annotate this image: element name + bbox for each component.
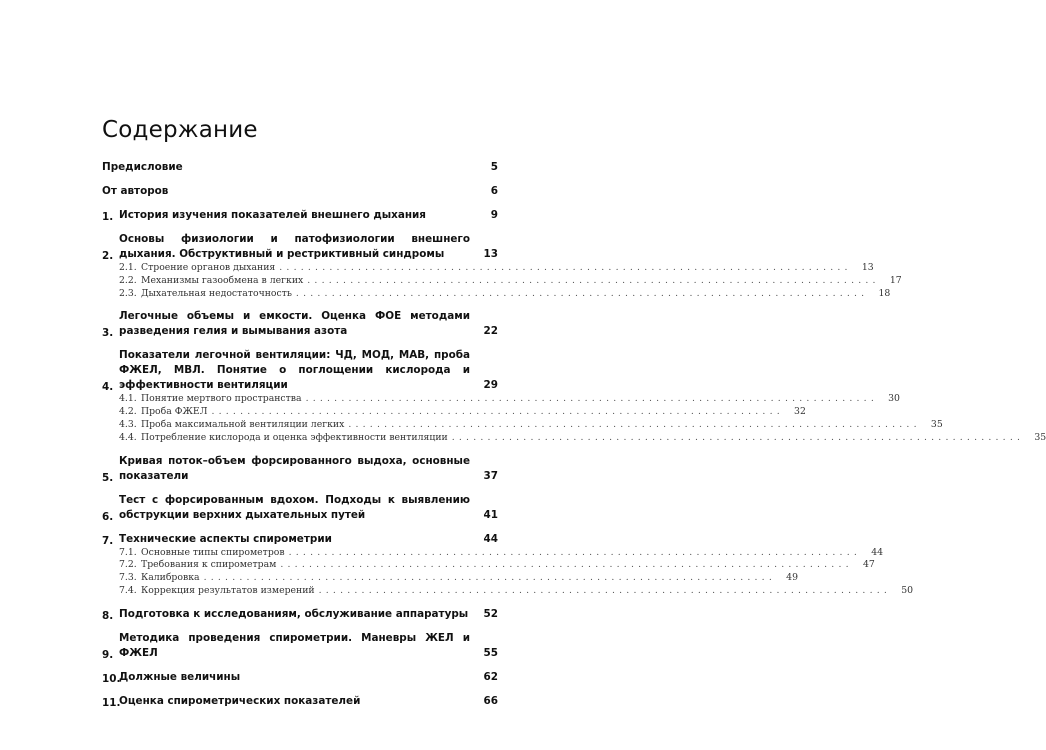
toc-subentry-number: 2.3. bbox=[119, 287, 137, 299]
toc-entry-number: 2. bbox=[102, 250, 114, 262]
dot-leader: ................................................................................ bbox=[307, 274, 880, 286]
toc-subentry[interactable] bbox=[102, 393, 900, 406]
toc-subentry-title: Требования к спирометрам bbox=[141, 559, 277, 571]
toc-entry-row bbox=[102, 160, 498, 175]
toc-subentry[interactable] bbox=[102, 287, 891, 301]
toc-subentry-number: 7.1. bbox=[119, 546, 137, 558]
toc-subentry-title: Строение органов дыхания bbox=[141, 262, 276, 273]
toc-entry[interactable] bbox=[102, 348, 1046, 444]
toc-subentry-title: Механизмы газообмена в легких bbox=[141, 274, 304, 286]
toc-subentry-number: 7.3. bbox=[119, 572, 137, 584]
toc-entry-title: Основы физиологии и патофизиологии внешнего дыхания. Обструктивный и рестриктивный синдромы bbox=[119, 233, 470, 260]
toc-subentry-page: 50 bbox=[901, 584, 914, 596]
dot-leader: ................................................................................ bbox=[288, 546, 862, 558]
toc-entry-page: 9 bbox=[490, 209, 498, 221]
toc-entry-page: 13 bbox=[483, 248, 498, 260]
toc-subentry[interactable] bbox=[102, 572, 798, 585]
toc-entry-number: 9. bbox=[102, 648, 114, 661]
toc-entry-title: Должные величины bbox=[119, 670, 241, 683]
toc-entry-title: Технические аспекты спирометрии bbox=[119, 532, 332, 545]
toc-subentry[interactable] bbox=[102, 418, 943, 432]
toc-entry-page: 37 bbox=[483, 469, 498, 482]
toc-entry-title: Показатели легочной вентиляции: ЧД, МОД, МАВ, проба ФЖЕЛ, МВЛ. Понятие о поглощении кислорода и эффективности вентиляции bbox=[119, 349, 470, 392]
toc-entry-title: От авторов bbox=[102, 185, 169, 197]
toc-entry-page: 66 bbox=[483, 694, 498, 707]
dot-leader: ................................................................................ bbox=[318, 584, 892, 596]
toc-subentry[interactable] bbox=[102, 431, 1046, 445]
toc-entry-row bbox=[102, 532, 498, 547]
toc-subentry[interactable] bbox=[102, 546, 884, 560]
toc-subentry-number: 7.4. bbox=[119, 584, 137, 596]
toc-entry-title: Подготовка к исследованиям, обслуживание аппаратуры bbox=[119, 607, 469, 620]
toc-entry-page: 52 bbox=[483, 607, 498, 620]
toc-subentry[interactable] bbox=[102, 406, 806, 419]
toc-entry-number: 4. bbox=[102, 381, 114, 394]
toc-subentry-number: 4.1. bbox=[119, 393, 137, 405]
table-of-contents bbox=[102, 160, 1046, 709]
toc-subentry-page: 13 bbox=[861, 262, 874, 273]
toc-entry[interactable] bbox=[102, 232, 902, 300]
toc-entry-row bbox=[102, 493, 498, 523]
toc-entry-number: 6. bbox=[102, 510, 114, 523]
toc-entry[interactable] bbox=[102, 160, 498, 175]
toc-entry-number: 5. bbox=[102, 471, 114, 484]
toc-entry[interactable] bbox=[102, 607, 498, 622]
toc-subentry-page: 35 bbox=[930, 418, 943, 430]
toc-entry-page: 6 bbox=[490, 185, 498, 197]
toc-entry-row bbox=[102, 670, 498, 685]
toc-subentry-number: 2.1. bbox=[119, 262, 137, 273]
toc-entry-title: Легочные объемы и емкости. Оценка ФОЕ методами разведения гелия и вымывания азота bbox=[119, 310, 470, 338]
dot-leader: ................................................................................ bbox=[348, 418, 921, 430]
toc-entry[interactable] bbox=[102, 208, 498, 223]
toc-entry-row bbox=[102, 232, 498, 262]
toc-subentry-title: Потребление кислорода и оценка эффективности вентиляции bbox=[141, 431, 448, 443]
toc-subentry-page: 47 bbox=[862, 559, 875, 571]
toc-entry-page: 22 bbox=[483, 325, 498, 338]
toc-entry-number: 1. bbox=[102, 211, 114, 223]
toc-subentry-number: 4.2. bbox=[119, 406, 137, 418]
toc-entry-row bbox=[102, 348, 498, 393]
toc-subentry-title: Проба ФЖЕЛ bbox=[141, 406, 208, 418]
dot-leader: ................................................................................ bbox=[295, 287, 869, 299]
toc-entry-number: 3. bbox=[102, 327, 114, 340]
toc-entry[interactable] bbox=[102, 694, 498, 709]
toc-entry-title: Предисловие bbox=[102, 161, 183, 173]
toc-entry-page: 5 bbox=[490, 161, 498, 173]
toc-entry-row bbox=[102, 631, 498, 661]
toc-entry-row bbox=[102, 694, 498, 709]
toc-entry-row bbox=[102, 184, 498, 199]
toc-subentry-page: 35 bbox=[1034, 431, 1046, 443]
dot-leader: ................................................................................ bbox=[211, 406, 784, 418]
toc-entry[interactable] bbox=[102, 454, 498, 484]
toc-subentry-page: 17 bbox=[889, 274, 902, 286]
toc-entry-title: Методика проведения спирометрии. Маневры ЖЕЛ и ФЖЕЛ bbox=[119, 631, 470, 659]
toc-subentry[interactable] bbox=[102, 274, 902, 288]
toc-subentry-title: Проба максимальной вентиляции легких bbox=[141, 418, 345, 430]
toc-entry-page: 44 bbox=[483, 532, 498, 545]
toc-entry[interactable] bbox=[102, 184, 498, 199]
toc-entry-number: 7. bbox=[102, 534, 114, 547]
toc-entry[interactable] bbox=[102, 532, 914, 598]
toc-subentry-number: 4.4. bbox=[119, 431, 137, 443]
toc-entry-page: 29 bbox=[483, 379, 498, 392]
toc-subentry-number: 2.2. bbox=[119, 274, 137, 286]
dot-leader: ................................................................................ bbox=[451, 431, 1025, 443]
toc-entry-page: 55 bbox=[483, 646, 498, 659]
dot-leader: ................................................................................ bbox=[279, 262, 852, 273]
toc-subentry-title: Коррекция результатов измерений bbox=[141, 584, 315, 596]
toc-subentry-page: 30 bbox=[888, 393, 900, 405]
toc-entry-number: 10. bbox=[102, 672, 121, 685]
toc-subentry[interactable] bbox=[102, 584, 914, 598]
dot-leader: ................................................................................ bbox=[203, 572, 776, 584]
toc-subentry-title: Калибровка bbox=[141, 572, 200, 584]
toc-subentry-number: 4.3. bbox=[119, 418, 137, 430]
toc-entry-title: Тест с форсированным вдохом. Подходы к выявлению обструкции верхних дыхательных путей bbox=[119, 493, 470, 521]
dot-leader: ................................................................................ bbox=[305, 393, 878, 405]
toc-subentry[interactable] bbox=[102, 559, 875, 572]
toc-entry-row bbox=[102, 607, 498, 622]
toc-subentry-page: 44 bbox=[871, 546, 884, 558]
toc-entry-row bbox=[102, 454, 498, 484]
toc-entry[interactable] bbox=[102, 309, 498, 339]
page-title: Содержание bbox=[102, 117, 258, 143]
toc-entry[interactable] bbox=[102, 631, 498, 661]
toc-entry-number: 11. bbox=[102, 696, 121, 709]
toc-entry[interactable] bbox=[102, 493, 498, 523]
toc-subentry-number: 7.2. bbox=[119, 559, 137, 571]
toc-entry[interactable] bbox=[102, 670, 498, 685]
toc-subentry-title: Дыхательная недостаточность bbox=[141, 287, 292, 299]
toc-subentry-page: 18 bbox=[878, 287, 891, 299]
toc-subentry-page: 49 bbox=[786, 572, 798, 584]
toc-subentry[interactable] bbox=[102, 262, 874, 275]
toc-subentry-title: Основные типы спирометров bbox=[141, 546, 285, 558]
toc-entry-row bbox=[102, 309, 498, 339]
toc-entry-page: 41 bbox=[483, 508, 498, 521]
toc-subentry-page: 32 bbox=[794, 406, 806, 418]
toc-entry-title: Оценка спирометрических показателей bbox=[119, 694, 361, 707]
toc-entry-title: Кривая поток–объем форсированного выдоха, основные показатели bbox=[119, 454, 470, 482]
toc-entry-title: История изучения показателей внешнего дыхания bbox=[119, 209, 426, 221]
toc-entry-page: 62 bbox=[483, 670, 498, 683]
dot-leader: ................................................................................ bbox=[280, 559, 853, 571]
toc-entry-row bbox=[102, 208, 498, 223]
toc-entry-number: 8. bbox=[102, 609, 114, 622]
toc-subentry-title: Понятие мертвого пространства bbox=[141, 393, 302, 405]
